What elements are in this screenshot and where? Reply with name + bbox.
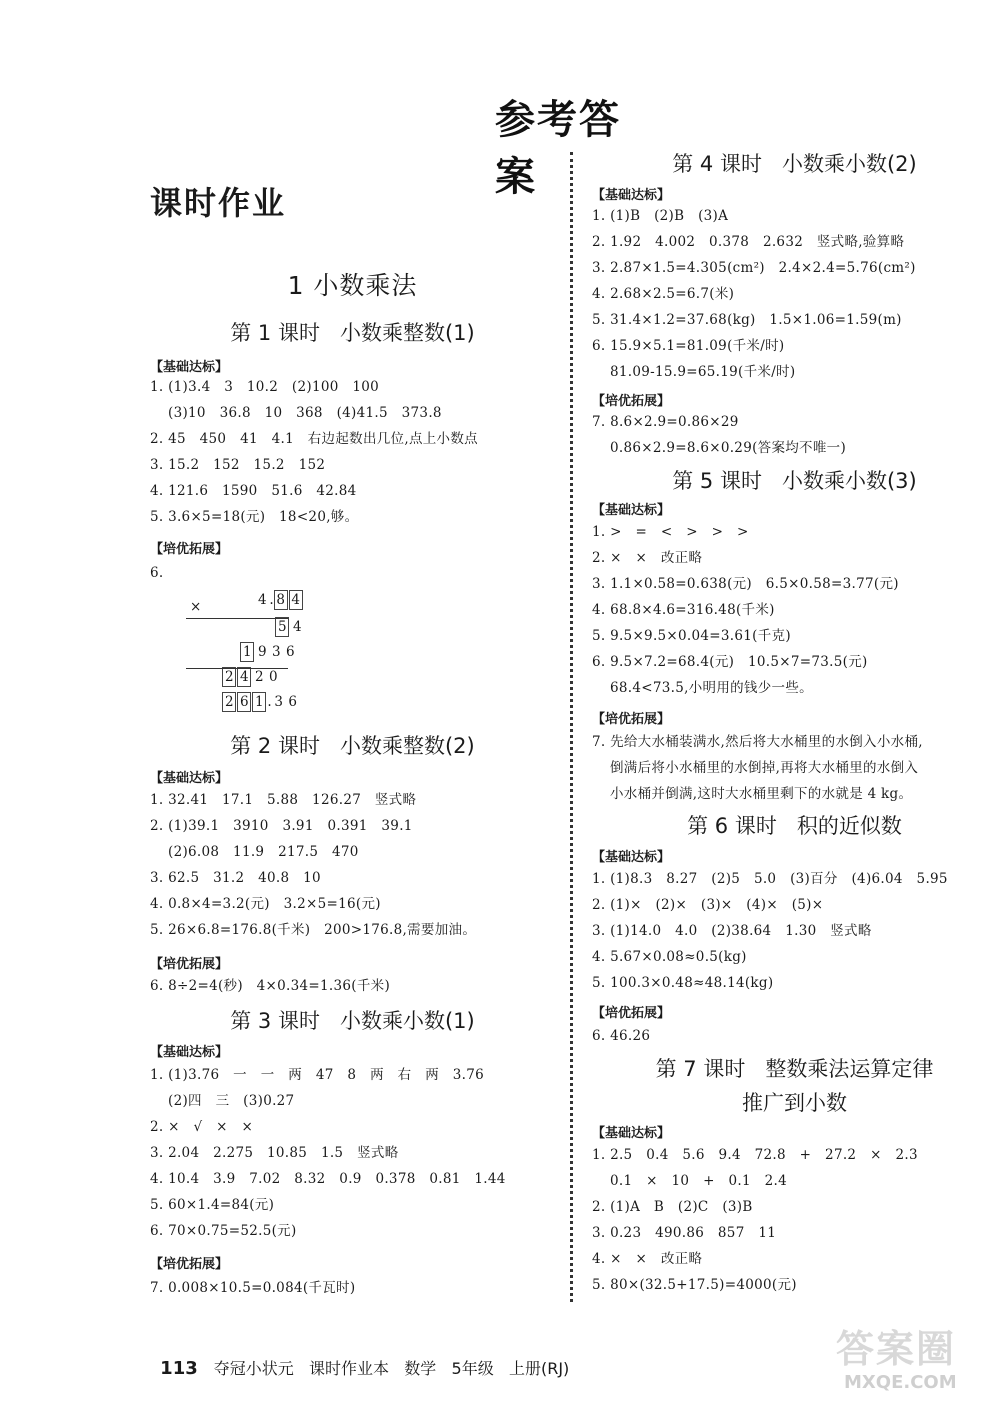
answer-line: 5. 100.3×0.48≈48.14(kg) (592, 975, 774, 991)
answer-line: 5. 26×6.8=176.8(千米) 200>176.8,需要加油。 (150, 922, 477, 938)
calc-row-1 (221, 570, 304, 608)
lesson7-title: 第 7 课时 整数乘法运算定律 (655, 1057, 934, 1081)
lesson2-basic-label: 【基础达标】 (150, 771, 229, 786)
answer-line: 3. 2.87×1.5=4.305(cm²) 2.4×2.4=5.76(cm²) (592, 260, 916, 276)
vertical-multiplication (150, 562, 555, 710)
lesson7-title-cont: 推广到小数 (742, 1091, 847, 1115)
calc-digit: 3 (272, 644, 281, 660)
unit-title: 1 小数乘法 (287, 271, 418, 300)
answer-line: 2. × √ × × (150, 1119, 254, 1135)
lesson4-extend-label: 【培优拓展】 (592, 394, 671, 409)
answer-line: 6. 8÷2=4(秒) 4×0.34=1.36(千米) (150, 978, 391, 994)
lesson4-title: 第 4 课时 小数乘小数(2) (672, 152, 917, 176)
answer-line: 3. 1.1×0.58=0.638(元) 6.5×0.58=3.77(元) (592, 576, 899, 592)
answer-line: 3. (1)14.0 4.0 (2)38.64 1.30 竖式略 (592, 923, 872, 939)
answer-line: 4. 2.68×2.5=6.7(米) (592, 286, 735, 302)
calc-digit: 3 (274, 694, 283, 710)
lesson2-title: 第 2 课时 小数乘整数(2) (230, 734, 475, 758)
answer-line: 6. 46.26 (592, 1028, 651, 1044)
answer-line: 5. 9.5×9.5×0.04=3.61(千克) (592, 628, 791, 644)
lesson5-title: 第 5 课时 小数乘小数(3) (672, 469, 917, 493)
calc-times-sign: × (190, 599, 202, 615)
calc-box: 6 (237, 692, 251, 712)
lesson3-basic (150, 1062, 555, 1244)
column-divider (570, 152, 573, 1302)
lesson5-extend-label: 【培优拓展】 (592, 712, 671, 727)
answer-line: 4. 5.67×0.08≈0.5(kg) (592, 949, 747, 965)
calc-rule (186, 668, 288, 669)
calc-digit: 2 (255, 669, 264, 685)
answer-line: 3. 62.5 31.2 40.8 10 (150, 870, 321, 886)
answer-line: 2. 45 450 41 4.1 右边起数出几位,点上小数点 (150, 431, 478, 447)
answer-line: 1. (1)3.4 3 10.2 (2)100 100 (150, 379, 380, 395)
lesson4-basic (592, 203, 997, 385)
answer-line: 81.09-15.9=65.19(千米/时) (610, 364, 796, 380)
calc-rule (186, 618, 288, 619)
lesson1-extend-label: 【培优拓展】 (150, 542, 229, 557)
lesson1-basic-label: 【基础达标】 (150, 360, 229, 375)
lesson2-extend-label: 【培优拓展】 (150, 957, 229, 972)
answer-line: 2. (1)A B (2)C (3)B (592, 1199, 753, 1215)
calc-row-4 (188, 647, 280, 685)
answer-line: 0.86×2.9=8.6×0.29(答案均不唯一) (610, 440, 847, 456)
lesson7-basic (592, 1142, 997, 1298)
answer-line: 4. 10.4 3.9 7.02 8.32 0.9 0.378 0.81 1.44 (150, 1171, 506, 1187)
answer-line: 2. (1)39.1 3910 3.91 0.391 39.1 (150, 818, 413, 834)
calc-box: 4 (289, 590, 303, 610)
answer-line: 2. (1)× (2)× (3)× (4)× (5)× (592, 897, 824, 913)
answer-line: 1. (1)3.76 一 一 两 47 8 两 右 两 3.76 (150, 1067, 485, 1083)
lesson5-extend (592, 729, 997, 807)
lesson4-basic-label: 【基础达标】 (592, 188, 671, 203)
answer-line: 1. 2.5 0.4 5.6 9.4 72.8 + 27.2 × 2.3 (592, 1147, 918, 1163)
page-footer (150, 1337, 569, 1379)
lesson3-extend (150, 1275, 555, 1301)
calc-digit: 4 (258, 592, 267, 608)
answer-line: 5. 60×1.4=84(元) (150, 1197, 275, 1213)
footer-text: 夺冠小状元 课时作业本 数学 5年级 上册(RJ) (213, 1359, 570, 1378)
calc-box: 8 (274, 590, 288, 610)
answer-line: 5. 3.6×5=18(元) 18<20,够。 (150, 509, 359, 525)
answer-line: 4. 121.6 1590 51.6 42.84 (150, 483, 357, 499)
answer-line: 6. 9.5×7.2=68.4(元) 10.5×7=73.5(元) (592, 654, 868, 670)
answer-line: 1. (1)B (2)B (3)A (592, 208, 729, 224)
calc-box: 1 (240, 642, 254, 662)
answer-line: 5. 31.4×1.2=37.68(kg) 1.5×1.06=1.59(m) (592, 312, 902, 328)
answer-line: 3. 2.04 2.275 10.85 1.5 竖式略 (150, 1145, 399, 1161)
lesson6-extend-label: 【培优拓展】 (592, 1006, 671, 1021)
calc-box: 1 (252, 692, 266, 712)
calc-digit: 4 (293, 619, 302, 635)
lesson3-title: 第 3 课时 小数乘小数(1) (230, 1009, 475, 1033)
watermark-text: 答案圈 (836, 1327, 957, 1371)
calc-digit: 6 (286, 644, 295, 660)
calc-point: . (269, 592, 274, 608)
lesson5-basic-label: 【基础达标】 (592, 503, 671, 518)
answer-line: 1. 32.41 17.1 5.88 126.27 竖式略 (150, 792, 417, 808)
q6-label: 6. (150, 565, 164, 581)
answer-line: 68.4<73.5,小明用的钱少一些。 (610, 680, 813, 696)
answer-line: 3. 15.2 152 15.2 152 (150, 457, 326, 473)
answer-line: 2. × × 改正略 (592, 550, 703, 566)
answer-line: 4. 68.8×4.6=316.48(千米) (592, 602, 775, 618)
answer-line: 6. 70×0.75=52.5(元) (150, 1223, 297, 1239)
page-title: 参考答案 (495, 97, 621, 200)
lesson5-basic (592, 519, 997, 701)
calc-box: 5 (275, 617, 289, 637)
lesson6-basic (592, 866, 997, 996)
lesson7-basic-label: 【基础达标】 (592, 1126, 671, 1141)
answer-line: 小水桶并倒满,这时大水桶里剩下的水就是 4 kg。 (610, 786, 913, 802)
lesson6-basic-label: 【基础达标】 (592, 850, 671, 865)
answer-line: 7. 0.008×10.5=0.084(千瓦时) (150, 1280, 356, 1296)
lesson6-extend (592, 1023, 997, 1049)
section-title: 课时作业 (150, 184, 287, 222)
lesson1-title: 第 1 课时 小数乘整数(1) (230, 321, 475, 345)
lesson4-extend (592, 409, 997, 461)
calc-box: 2 (222, 667, 236, 687)
answer-line: 0.1 × 10 + 0.1 2.4 (610, 1173, 787, 1189)
calc-digit: 0 (269, 669, 278, 685)
calc-row-2 (241, 597, 304, 635)
calc-box: 4 (237, 667, 251, 687)
calc-row-3 (206, 622, 297, 660)
calc-digit: 9 (258, 644, 267, 660)
lesson3-extend-label: 【培优拓展】 (150, 1257, 229, 1272)
answer-line: 3. 0.23 490.86 857 11 (592, 1225, 777, 1241)
lesson2-extend (150, 973, 555, 999)
lesson6-title: 第 6 课时 积的近似数 (687, 814, 902, 838)
answer-line: 4. 0.8×4=3.2(元) 3.2×5=16(元) (150, 896, 381, 912)
page-number: 113 (160, 1358, 198, 1379)
answer-line: (3)10 36.8 10 368 (4)41.5 373.8 (168, 405, 442, 421)
answer-line: 倒满后将小水桶里的水倒掉,再将大水桶里的水倒入 (610, 760, 919, 776)
calc-box: 2 (222, 692, 236, 712)
watermark-logo (836, 1318, 996, 1400)
calc-point: . (267, 694, 272, 710)
answer-line: 6. 15.9×5.1=81.09(千米/时) (592, 338, 785, 354)
calc-row-5 (188, 672, 300, 710)
lesson2-basic (150, 787, 555, 943)
answer-line: (2)四 三 (3)0.27 (168, 1093, 295, 1109)
lesson1-basic (150, 374, 555, 530)
lesson3-basic-label: 【基础达标】 (150, 1045, 229, 1060)
answer-line: 1. > = < > > > (592, 524, 749, 540)
answer-line: (2)6.08 11.9 217.5 470 (168, 844, 359, 860)
answer-line: 7. 8.6×2.9=0.86×29 (592, 414, 739, 430)
answer-line: 4. × × 改正略 (592, 1251, 703, 1267)
calc-digit: 6 (288, 694, 297, 710)
watermark-url: MXQE.COM (844, 1372, 957, 1393)
answer-line: 2. 1.92 4.002 0.378 2.632 竖式略,验算略 (592, 234, 905, 250)
answer-line: 5. 80×(32.5+17.5)=4000(元) (592, 1277, 797, 1293)
answer-line: 1. (1)8.3 8.27 (2)5 5.0 (3)百分 (4)6.04 5.95 (592, 871, 948, 887)
answer-line: 7. 先给大水桶装满水,然后将大水桶里的水倒入小水桶, (592, 734, 923, 750)
